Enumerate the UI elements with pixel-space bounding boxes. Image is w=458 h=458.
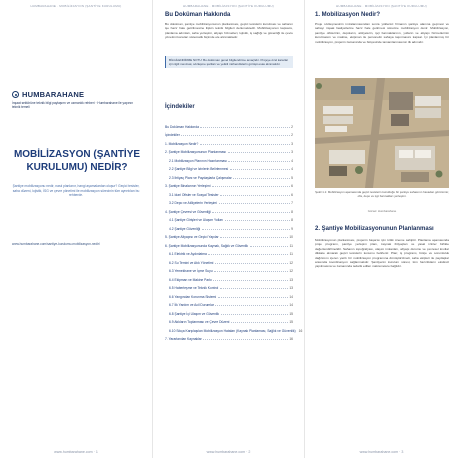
toc-entry-page: 15 (289, 320, 293, 324)
toc-leader-dots (220, 195, 290, 196)
toc-entry-label: 4.1 Şantiye Girişleri ve Ulaşım Yolları (169, 218, 224, 222)
toc-entry-page: 14 (289, 294, 293, 299)
toc-entry-page: 10 (289, 235, 293, 239)
toc-entry-page: 15 (289, 311, 293, 316)
toc-entry-label: 6.4 Ekipman ve Makine Parkı (169, 277, 212, 282)
footer-url: www.humbarahane.com (359, 450, 399, 454)
toc-entry-page: 12 (289, 260, 293, 265)
toc-entry-label: 2.2 Şantiye Bilgi ve Izinlerin Belirlenmesi (169, 167, 229, 171)
toc-entry[interactable] (165, 324, 303, 333)
toc-entry-label: 6. Şantiye Mobilizasyonunda Kaynak, Sağlık ve Güvenlik (165, 243, 249, 248)
toc-entry-page: 11 (289, 243, 293, 248)
toc-entry-label: 3.1 Idari Ofisler ve Sosyal Tesisler (169, 192, 219, 197)
toc-entry[interactable] (165, 282, 293, 291)
toc-entry-label: İçindekiler (165, 133, 180, 137)
page-footer: www.humbarahane.com · 3 (359, 450, 404, 454)
toc-entry[interactable] (165, 265, 293, 274)
toc-entry-label: 3.2 Depo ve Atölyelerin Yerleşimi (169, 201, 218, 205)
toc-entry[interactable] (165, 120, 293, 129)
toc-leader-dots (181, 135, 289, 136)
toc-leader-dots (218, 297, 288, 298)
info-note: BİLGİLENDİRME NOTU: Bu doküman genel bilgilendirme amaçlıdır. Projeye özel kararlar için ilgili mevzuat, sözleşme şartları ve yetkili mühendislerin görüşü esas alınmalıdır. (165, 56, 293, 68)
toc-leader-dots (213, 280, 287, 281)
toc-entry[interactable] (165, 307, 293, 316)
toc-entry-page: 13 (289, 277, 293, 282)
brand-logo-icon (12, 91, 19, 98)
toc-entry-label: 6.7 İlk Yardım ve Acil Durumlar (169, 303, 214, 307)
toc-entry-label: Bu Doküman Hakkında (165, 124, 199, 129)
toc-entry-page: 6 (291, 184, 293, 188)
toc-entry-page: 9 (291, 226, 293, 231)
toc-entry[interactable] (165, 205, 293, 214)
aerial-photo-illustration (315, 78, 449, 188)
toc-entry-page: 2 (291, 124, 293, 129)
toc-leader-dots (200, 127, 289, 128)
section-2-heading: 2. Şantiye Mobilizasyonunun Planlanması (315, 226, 434, 232)
toc-entry-label: 2.1 Mobilizasyon Planının Hazırlanması (169, 158, 227, 163)
toc-entry[interactable] (165, 239, 293, 248)
about-heading: Bu Doküman Hakkında (165, 12, 231, 18)
toc-entry-page: 2 (291, 133, 293, 137)
toc-entry-page: 3 (291, 141, 293, 146)
cover-lead: Şantiye mobilizasyonu nedir, nasıl planlanır, hangi aşamalardan oluşur? Geçici tesisler, saha düzeni, lojistik, İSG ve çevre yönetimi ile mobilizasyon sürecinin tüm ayrıntıları bu rehberde. (12, 184, 140, 198)
toc-entry-label: 6.6 Yangından Korunma Sistemi (169, 294, 217, 299)
toc-entry[interactable] (165, 129, 293, 138)
brand (12, 90, 84, 99)
toc-heading: İçindekiler (165, 104, 195, 110)
toc-entry-page: 13 (289, 286, 293, 290)
section-1-heading: 1. Mobilizasyon Nedir? (315, 12, 381, 18)
toc-leader-dots (214, 271, 288, 272)
running-header: HUMBARAHANE · MOBİLİZASYON (ŞANTİYE KURULUMU) (335, 4, 427, 8)
site-aerial-photo (315, 78, 449, 188)
toc-entry-page: 14 (289, 303, 293, 307)
toc-leader-dots (225, 220, 290, 221)
running-header: HUMBARAHANE · MOBİLİZASYON (ŞANTİYE KURULUMU) (30, 4, 122, 8)
toc-leader-dots (221, 314, 288, 315)
toc-entry[interactable] (165, 290, 293, 299)
toc-entry-label: 2. Şantiye Mobilizasyonunun Planlanması (165, 150, 227, 154)
toc-entry[interactable] (165, 163, 293, 172)
toc-entry[interactable] (165, 316, 293, 325)
toc-entry-page: 4 (291, 158, 293, 163)
toc-entry[interactable] (165, 256, 293, 265)
toc-entry[interactable] (165, 154, 293, 163)
source-link[interactable]: www.humbarahane.com/santiye-kurulumu-mobilizasyon-nedir/ (12, 242, 100, 246)
toc-leader-dots (220, 237, 288, 238)
toc-entry[interactable] (165, 180, 293, 189)
toc-entry-label: 5. Şantiye Altyapısı ve Geçici Yapılar (165, 235, 219, 239)
footer-url: www.humbarahane.com (206, 450, 246, 454)
toc-entry-page: 11 (289, 252, 293, 256)
toc-entry[interactable] (165, 248, 293, 257)
footer-url: www.humbarahane.com (54, 450, 93, 454)
brand-tagline: İnşaat sektörüne teknik bilgi paylaşımı ve uzmanlık rehberi · Humbarahane ile yapının teknik temeli (12, 101, 134, 110)
toc-leader-dots (215, 263, 288, 264)
section-2-paragraph: Mobilizasyonun planlanması, projenin başarısı için kritik öneme sahiptir. Planlama aşamasında proje programı, şantiye yerleşim planı, kaynak ihtiyaçları ve yasal izinler birlikte değerlendirilmelidir. Sahanın topoğrafyası, ulaşım imkanları, altyapı durumu ve çevresel kısıtlar dikkate alınarak geçici tesislerin konumu belirlenir. Plan; iş programı, bütçe ve sorumluluk dağılımını içeren yazılı bir mobilizasyon programına dönüştürülmeli, saha ekipleri ile paydaşlar arasında koordinasyon sağlanmalıdır. Şantiyenin kurulum süresi, tüm hazırlıkların eksiksiz yapılmasına ve zamanında tedarik edilen malzemelere bağlıdır. (315, 238, 449, 269)
toc-entry[interactable] (165, 197, 293, 206)
section-1-paragraph: Proje sözleşmesinin imzalanmasından sonra yüklenici firmanın şantiye alanına geçmesi ve sahayı inşaat faaliyetlerine hazır hale getirmesi sürecine mobilizasyon denir. Mobilizasyon, şantiye ofislerinin, depoların, atölyelerin, işçi barınaklarının, yolların ve altyapı hizmetlerinin kurulmasını ve makine, ekipman ile personelin sahaya taşınmasını kapsar. İyi planlanmış bir mobilizasyon, projenin zamanında ve bütçesinde tamamlanmasının ilk adımıdır. (315, 22, 449, 44)
toc-leader-dots (202, 229, 290, 230)
toc-entry-label: 6.3 Yemekhane ve İçme Suyu (169, 269, 213, 273)
toc-leader-dots (203, 339, 288, 340)
toc-entry[interactable] (165, 146, 293, 155)
section-page (304, 0, 458, 458)
toc-leader-dots (230, 169, 290, 170)
toc-leader-dots (215, 305, 287, 306)
toc-leader-dots (212, 186, 290, 187)
toc-entry[interactable] (165, 137, 293, 146)
toc-leader-dots (228, 152, 290, 153)
toc-entry[interactable] (165, 333, 293, 342)
toc-leader-dots (228, 161, 289, 162)
toc-entry-page: 6 (291, 192, 293, 197)
toc-leader-dots (212, 212, 289, 213)
toc-entry[interactable] (165, 171, 293, 180)
document-title: MOBİLİZASYON (ŞANTİYE KURULUMU) NEDİR? (13, 149, 141, 173)
toc-entry-label: 4.2 Şantiye Güvenliği (169, 226, 201, 231)
toc-entry[interactable] (165, 273, 293, 282)
toc-leader-dots (200, 144, 290, 145)
page-footer: www.humbarahane.com · 2 (206, 450, 251, 454)
toc-entry-label: 6.10 Sıkça Karşılaşılan Mobilizasyon Hataları (Kaynak Planlaması, Sağlık ve Güvenlik) (169, 328, 296, 333)
toc-leader-dots (233, 178, 289, 179)
table-of-contents (165, 120, 303, 341)
toc-leader-dots (208, 254, 288, 255)
toc-leader-dots (219, 203, 290, 204)
toc-entry-label: 3. Şantiye Binalarının Yerleşimi (165, 184, 211, 188)
toc-entry-page: 8 (291, 209, 293, 214)
toc-entry-page: 5 (291, 175, 293, 180)
toc-entry-page: 12 (289, 269, 293, 273)
toc-entry-page: 16 (289, 337, 293, 341)
toc-entry-label: 6.9 Atıkların Toplanması ve Çevre Düzeni (169, 320, 230, 324)
toc-entry-page: 4 (291, 167, 293, 171)
page-number: 3 (401, 450, 404, 454)
toc-entry-page: 16 (298, 328, 303, 333)
cover-page (0, 0, 152, 458)
toc-entry[interactable] (165, 188, 293, 197)
figure-source: Görsel: Humbarahane (367, 209, 397, 213)
toc-entry[interactable] (165, 222, 293, 231)
toc-leader-dots (231, 322, 288, 323)
toc-entry[interactable] (165, 231, 293, 240)
toc-entry-label: 7. Yararlanılan Kaynaklar (165, 337, 202, 341)
toc-leader-dots (220, 288, 288, 289)
about-paragraph: Bu doküman, şantiye mobilizasyonunun planlanması, geçici tesislerin kurulması ve sahanın işe hazır hale getirilmesine ilişkin teknik bilgileri derlemektedir. Mobilizasyonun kapsamı, planlama adımları, saha yerleşimi, altyapı hizmetleri, lojistik, iş sağlığı ve güvenliği ile çevre yönetimi konuları sistematik biçimde ele alınmaktadır. (165, 22, 293, 40)
toc-entry-page: 7 (291, 201, 293, 205)
toc-entry[interactable] (165, 214, 293, 223)
toc-entry-label: 6.1 Elektrik ve Aydınlatma (169, 252, 207, 256)
toc-entry-page: 8 (291, 218, 293, 222)
toc-entry-page: 3 (291, 150, 293, 154)
brand-name: HUMBARAHANE (22, 90, 85, 99)
toc-entry-label: 6.5 Haberleşme ve Teknik Kontrol (169, 286, 219, 290)
figure-caption: Şekil 1.1: Mobilizasyon aşamasında geçici tesislerin kurulduğu bir şantiye sahasının havadan görünümü; ofis, depo ve işçi barınakları yerleşimi. (315, 190, 449, 198)
page-footer: www.humbarahane.com · 1 (54, 450, 98, 454)
toc-entry-label: 1. Mobilizasyon Nedir? (165, 141, 199, 146)
contents-page (152, 0, 304, 458)
page-number: 2 (248, 450, 251, 454)
toc-entry-label: 2.3 Ihtiyaç Planı ve Paydaşlarla Çalışmalar (169, 175, 232, 180)
toc-leader-dots (250, 246, 289, 247)
toc-entry-label: 4. Şantiye Çevresi ve Güvenliği (165, 209, 211, 214)
running-header: HUMBARAHANE · MOBİLİZASYON (ŞANTİYE KURULUMU) (182, 4, 274, 8)
toc-entry-label: 6.2 Su Temini ve Atık Yönetimi (169, 260, 214, 265)
toc-entry-label: 6.8 Şantiye İçi Ulaşım ve Güvenlik (169, 311, 220, 316)
toc-entry[interactable] (165, 299, 293, 308)
page-number: 1 (95, 450, 98, 454)
